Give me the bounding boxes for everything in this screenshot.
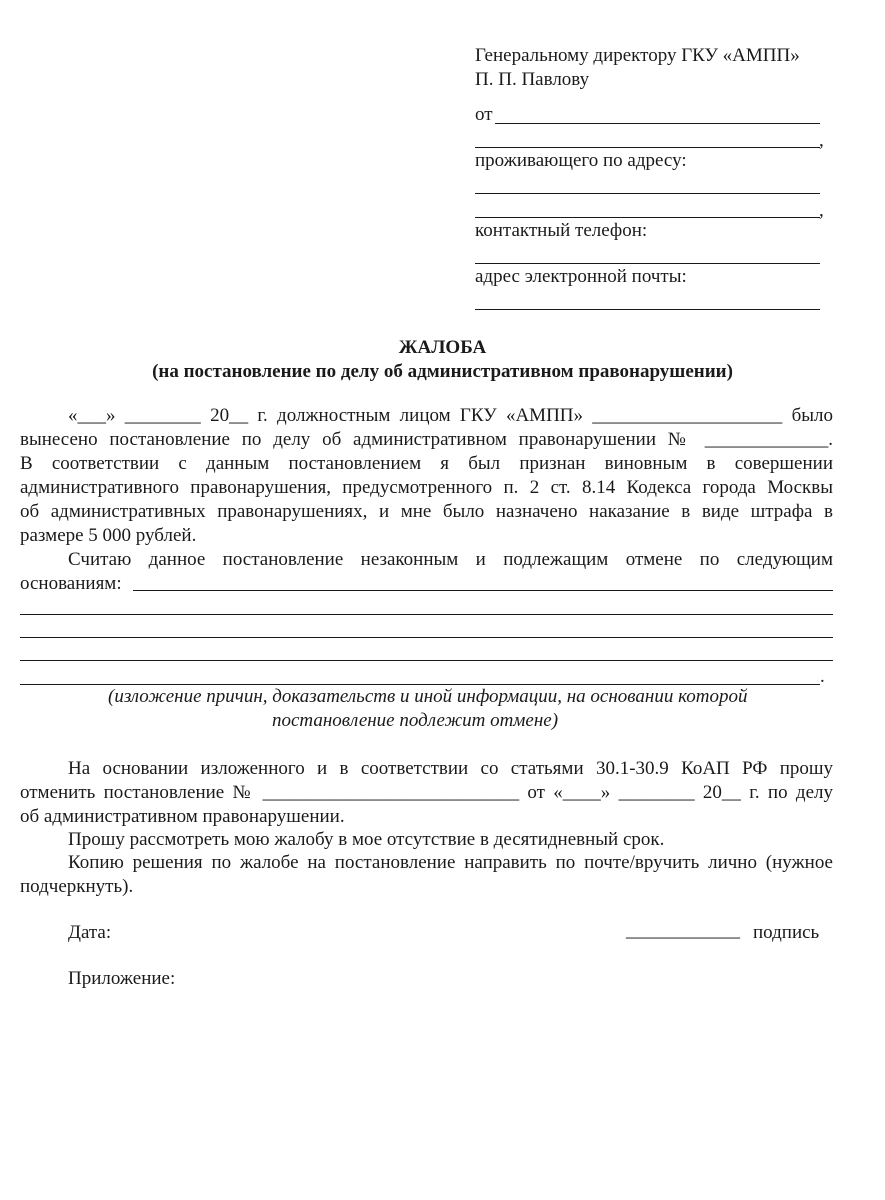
p1-line-1: «___» ________ 20__ г. должностным лицом ГКУ «АМПП» ____________________ было [68,405,833,426]
addressee-line1: Генеральному директору ГКУ «АМПП» [475,45,800,66]
email-label: адрес электронной почты: [475,266,687,287]
address-blank-line-2[interactable] [475,217,820,218]
grounds-hint-line-2: постановление подлежит отмене) [272,710,559,731]
p5-line-1: Копию решения по жалобе на постановление направить по почте/вручить лично (нужное [68,852,833,873]
address-label: проживающего по адресу: [475,150,687,171]
grounds-label: основаниям: [20,573,122,594]
address-blank-line[interactable] [475,193,820,194]
p3-line-1: На основании изложенного и в соответствии со статьями 30.1-30.9 КоАП РФ прошу [68,758,833,779]
from-blank-line[interactable] [495,123,820,124]
grounds-blank-line-1[interactable] [133,590,833,591]
grounds-blank-line-5[interactable] [20,684,820,685]
from-comma: , [819,130,824,151]
email-blank-line[interactable] [475,309,820,310]
p4-line: Прошу рассмотреть мою жалобу в мое отсутствие в десятидневный срок. [68,829,665,850]
p1-line-3: В соответствии с данным постановлением я был признан виновным в совершении [20,453,833,474]
document-subtitle: (на постановление по делу об административном правонарушении) [152,361,733,382]
addressee-line2: П. П. Павлову [475,69,590,90]
phone-blank-line[interactable] [475,263,820,264]
p3-line-3: об административном правонарушении. [20,806,345,827]
p2-line-1: Считаю данное постановление незаконным и подлежащим отмене по следующим [68,549,833,570]
grounds-hint-line-1: (изложение причин, доказательств и иной информации, на основании которой [108,686,748,707]
from-label: от [475,104,493,125]
p1-line-2: вынесено постановление по делу об административном правонарушении № _____________. [20,429,833,450]
p5-line-2: подчеркнуть). [20,876,134,897]
p1-line-6: размере 5 000 рублей. [20,525,197,546]
p3-line-2: отменить постановление № ___________________________ от «____» ________ 20__ г. по делу [20,782,833,803]
date-label: Дата: [68,922,112,943]
signature-label: подпись [753,922,820,943]
address-comma: , [819,200,824,221]
grounds-blank-line-4[interactable] [20,660,833,661]
document-title: ЖАЛОБА [398,337,487,358]
grounds-blank-line-3[interactable] [20,637,833,638]
p1-line-4: административного правонарушения, предусмотренного п. 2 ст. 8.14 Кодекса города Москвы [20,477,833,498]
attachment-label: Приложение: [68,968,176,989]
signature-blank[interactable]: ____________ [626,920,740,941]
from-blank-line-2[interactable] [475,147,820,148]
phone-label: контактный телефон: [475,220,648,241]
grounds-end-dot: . [820,666,825,687]
p1-line-5: об административных правонарушениях, и мне было назначено наказание в виде штрафа в [20,501,833,522]
grounds-blank-line-2[interactable] [20,614,833,615]
